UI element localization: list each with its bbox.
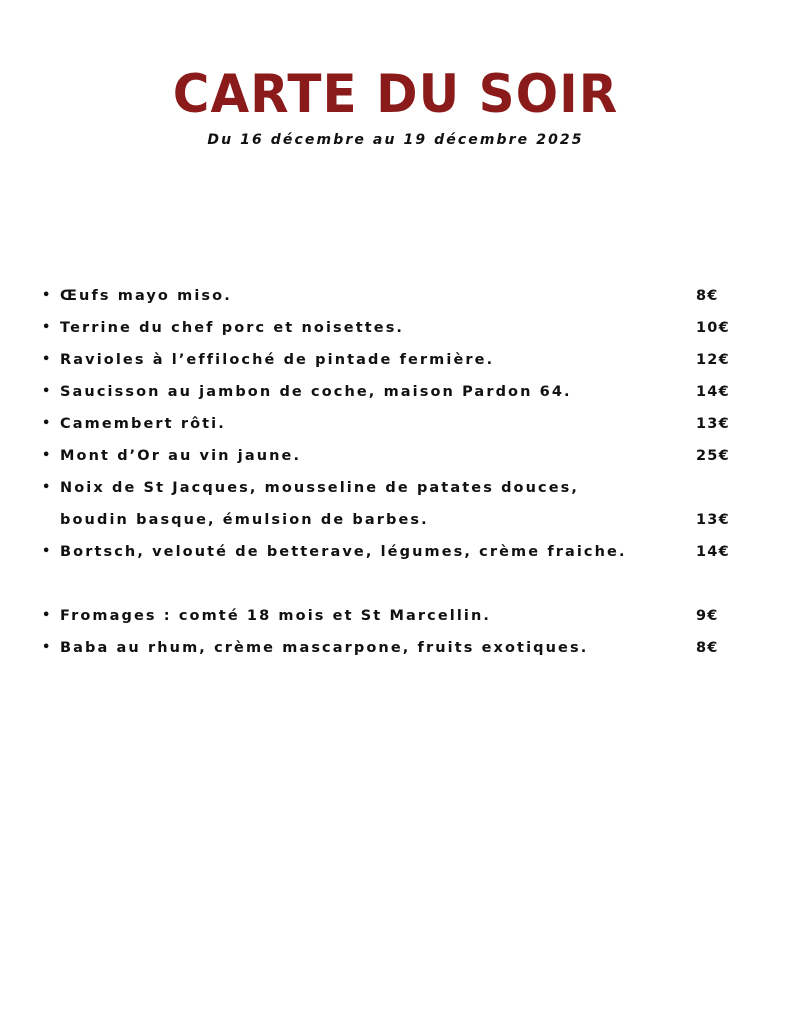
menu-item-label: Camembert rôti. <box>60 416 226 432</box>
bullet-icon: • <box>42 288 51 303</box>
menu-item <box>0 408 791 440</box>
menu-item-price: 25€ <box>696 448 730 464</box>
menu-item-label: Œufs mayo miso. <box>60 288 232 304</box>
menu-item-price: 8€ <box>696 640 719 656</box>
menu-item <box>0 536 791 568</box>
menu-item-price: 12€ <box>696 352 730 368</box>
bullet-icon: • <box>42 608 51 623</box>
menu-item <box>0 440 791 472</box>
menu-item <box>0 280 791 312</box>
menu-item-label: Bortsch, velouté de betterave, légumes, crème fraiche. <box>60 544 627 560</box>
menu-item-price: 8€ <box>696 288 719 304</box>
menu-item <box>0 600 791 632</box>
bullet-icon: • <box>42 352 51 367</box>
bullet-icon: • <box>42 640 51 655</box>
menu-item <box>0 312 791 344</box>
bullet-icon: • <box>42 320 51 335</box>
bullet-icon: • <box>42 416 51 431</box>
menu-item-label: Baba au rhum, crème mascarpone, fruits exotiques. <box>60 640 589 656</box>
menu-item <box>0 376 791 408</box>
menu-item-label: Saucisson au jambon de coche, maison Pardon 64. <box>60 384 572 400</box>
menu-item-price: 13€ <box>696 416 730 432</box>
menu-item <box>0 632 791 664</box>
menu-item-label: Fromages : comté 18 mois et St Marcellin. <box>60 608 492 624</box>
menu-item-price: 14€ <box>696 384 730 400</box>
menu-item-label: Ravioles à l’effiloché de pintade fermière. <box>60 352 495 368</box>
bullet-icon: • <box>42 544 51 559</box>
menu-item-continuation <box>0 504 791 536</box>
menu-item-price: 10€ <box>696 320 730 336</box>
menu-item <box>0 472 791 504</box>
menu-item-label: Terrine du chef porc et noisettes. <box>60 320 405 336</box>
menu-item-price: 9€ <box>696 608 719 624</box>
menu-item-label: Noix de St Jacques, mousseline de patates douces, <box>60 480 580 496</box>
bullet-icon: • <box>42 448 51 463</box>
bullet-icon: • <box>42 480 51 495</box>
bullet-icon: • <box>42 384 51 399</box>
menu-item-price: 13€ <box>696 512 730 528</box>
date-range-subtitle: Du 16 décembre au 19 décembre 2025 <box>207 132 584 148</box>
menu-item-label-continuation: boudin basque, émulsion de barbes. <box>60 512 429 528</box>
menu-item-label: Mont d’Or au vin jaune. <box>60 448 302 464</box>
page-title: CARTE DU SOIR <box>172 63 619 125</box>
menu-item-price: 14€ <box>696 544 730 560</box>
menu-item <box>0 344 791 376</box>
